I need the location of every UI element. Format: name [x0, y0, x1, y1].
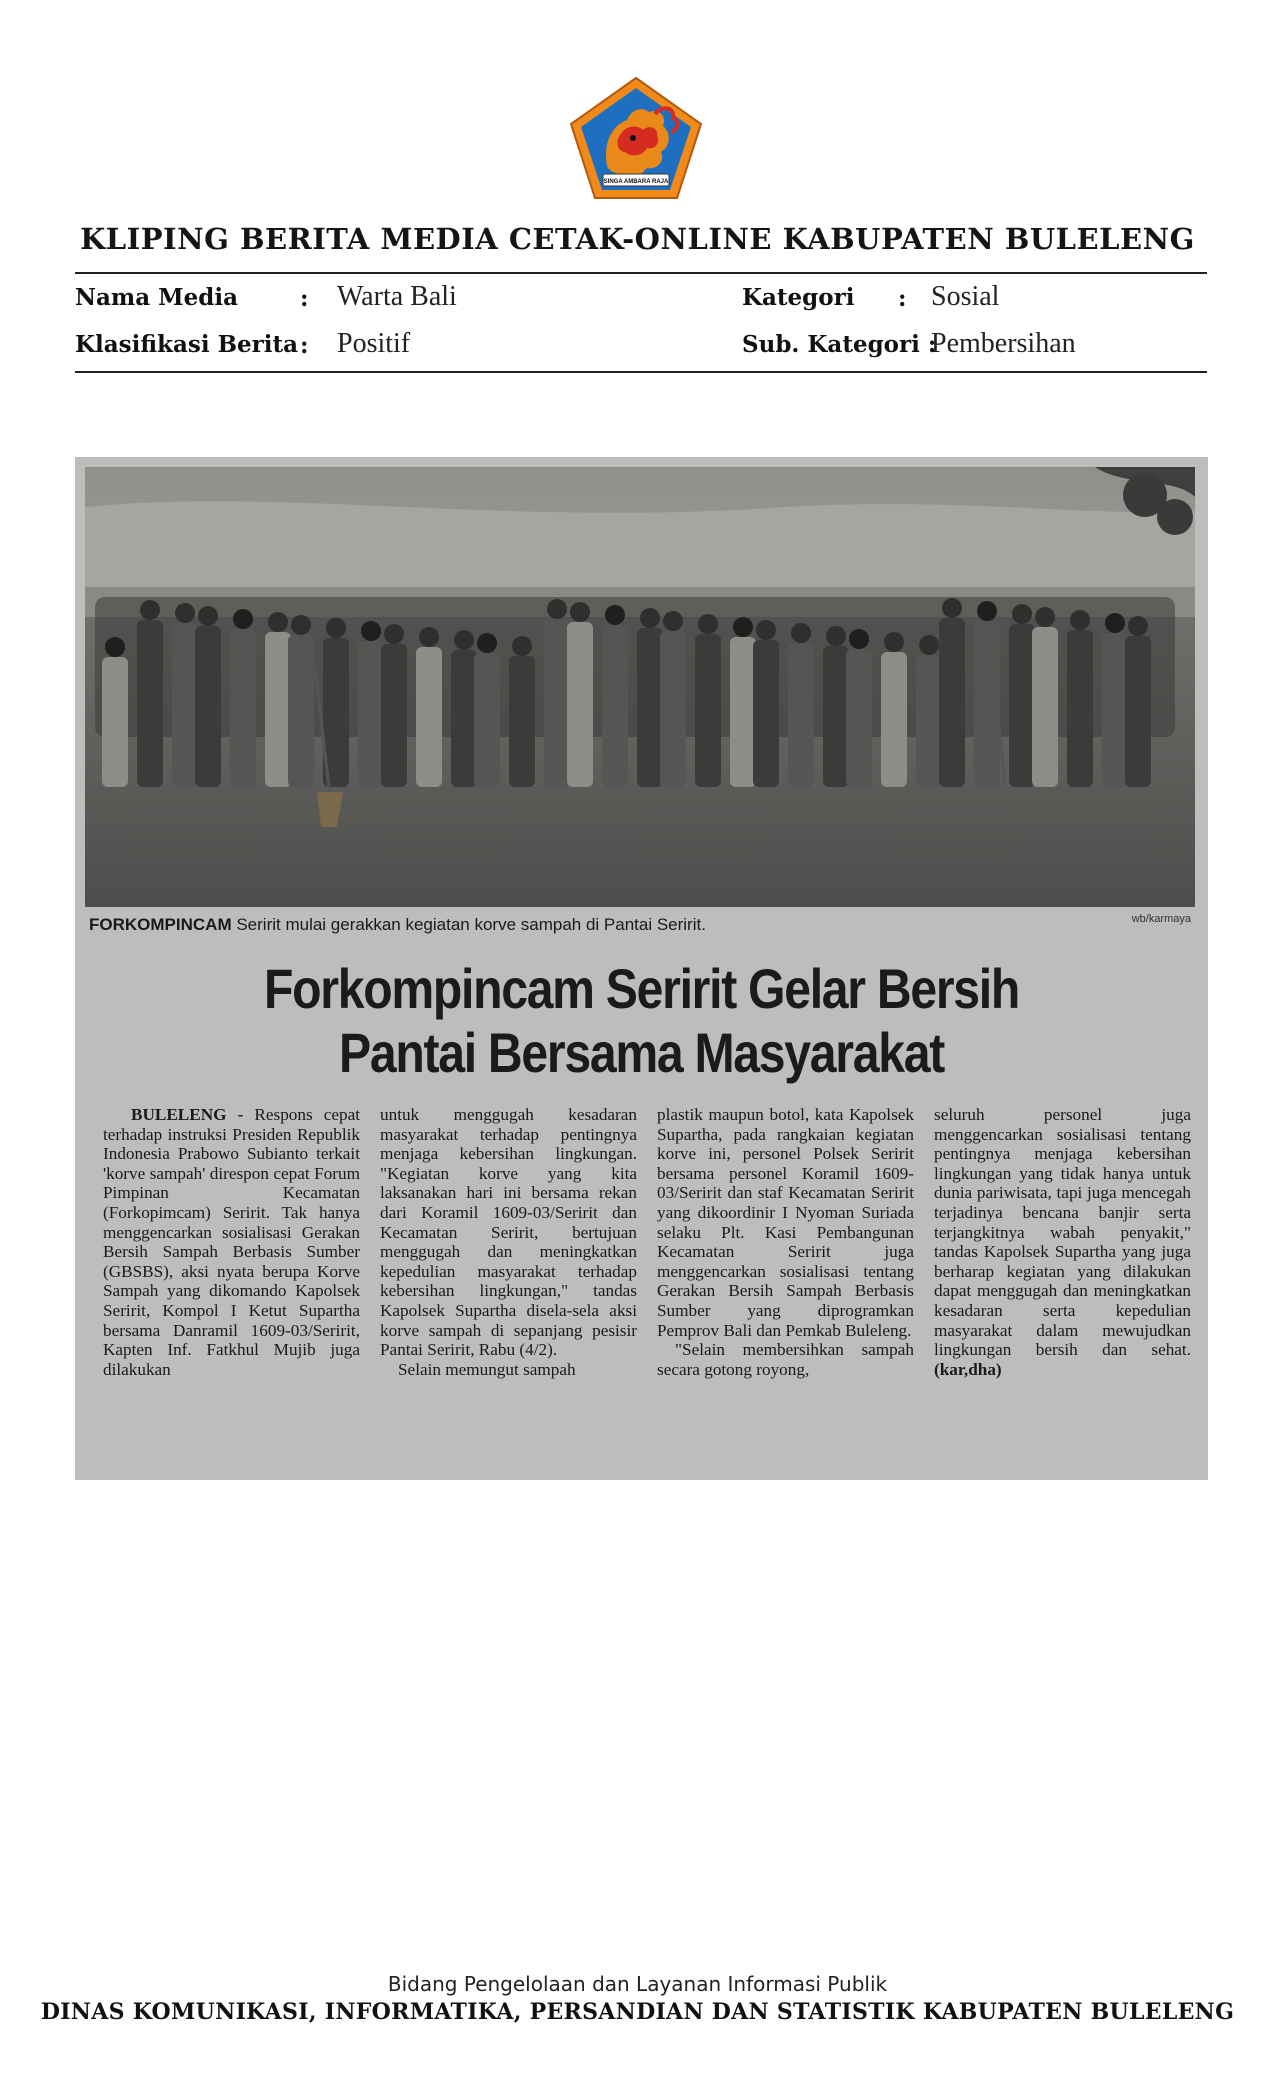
news-photo — [85, 467, 1195, 907]
crowd-person-head — [233, 609, 253, 629]
crowd-person-body — [1032, 627, 1058, 787]
crowd-person-body — [567, 622, 593, 787]
crowd-person-body — [288, 635, 314, 787]
meta-category-label: Kategori — [742, 284, 855, 311]
crowd-person-head — [1128, 616, 1148, 636]
crowd-person-body — [416, 647, 442, 787]
crowd-person-head — [1070, 610, 1090, 630]
crowd-person-head — [454, 630, 474, 650]
crowd-person-head — [140, 600, 160, 620]
crowd-person-body — [265, 632, 291, 787]
crowd-person-head — [477, 633, 497, 653]
crowd-person-head — [791, 623, 811, 643]
column-3-text-b: "Selain membersihkan sampah secara gotong royong, — [657, 1340, 914, 1379]
crowd-person-head — [268, 612, 288, 632]
meta-category-colon: : — [898, 285, 907, 312]
crowd-person-body — [1102, 633, 1128, 787]
crowd-person-head — [977, 601, 997, 621]
crowd-person-body — [939, 618, 965, 787]
crowd-person-body — [230, 629, 256, 787]
crowd-person-body — [474, 653, 500, 787]
crowd-person-head — [198, 606, 218, 626]
crowd-person-body — [509, 656, 535, 787]
column-2-text-a: untuk menggugah kesadaran masyarakat terhadap pentingnya menjaga kebersihan lingkungan. "Kegiatan korve yang kita laksanakan hari ini bersama rekan dari Koramil 1609-03/Seririt dan Kecamatan Seririt, bertujuan menggugah dan meningkatkan kepedulian masyarakat terhadap kebersihan lingkungan," tandas Kapolsek Supartha disela-sela aksi korve sampah di sepanjang pesisir Pantai Seririt, Rabu (4/2). — [380, 1105, 637, 1360]
crowd-person-head — [291, 615, 311, 635]
crowd-person-body — [846, 649, 872, 787]
article-column-1 — [103, 1105, 360, 1470]
meta-media-value: Warta Bali — [337, 281, 457, 312]
crowd-person-body — [381, 644, 407, 787]
crowd-person-head — [919, 635, 939, 655]
crowd-person-body — [637, 628, 663, 787]
crowd-person-body — [358, 641, 384, 787]
crowd-person-head — [547, 599, 567, 619]
column-4-text: seluruh personel juga menggencarkan sosialisasi tentang pentingnya menjaga kebersihan lingkungan yang tidak hanya untuk dunia pariwisata, tapi juga mencegah terjadinya bencana banjir serta terjangkitnya wabah penyakit," tandas Kapolsek Supartha yang juga berharap kegiatan yang dilakukan dapat menggugah dan meningkatkan kesadaran serta kepedulian masyarakat dalam mewujudkan lingkungan bersih dan sehat. — [934, 1105, 1191, 1360]
crowd-person-body — [695, 634, 721, 787]
article-column-3 — [657, 1105, 914, 1470]
crowd-person-body — [1009, 624, 1035, 787]
crowd-person-head — [361, 621, 381, 641]
dateline: BULELENG - — [131, 1105, 244, 1124]
column-2-text-b: Selain memungut sampah — [398, 1359, 576, 1379]
crowd-person-body — [788, 643, 814, 787]
meta-classification-value: Positif — [337, 328, 411, 359]
crowd-person-head — [640, 608, 660, 628]
divider-bottom — [75, 371, 1207, 373]
crowd-person-head — [1012, 604, 1032, 624]
crowd-person-head — [105, 637, 125, 657]
crowd-person-body — [730, 637, 756, 787]
crowd-person-head — [175, 603, 195, 623]
meta-category-value: Sosial — [931, 281, 1000, 312]
crowd-person-head — [419, 627, 439, 647]
article-signoff: (kar,dha) — [934, 1359, 1002, 1379]
regency-emblem-logo — [567, 74, 705, 202]
crowd-person-body — [753, 640, 779, 787]
crowd-person-body — [660, 631, 686, 787]
crowd-person-body — [102, 657, 128, 787]
newspaper-clipping — [75, 457, 1208, 1480]
crowd-person-body — [823, 646, 849, 787]
article-column-2 — [380, 1105, 637, 1470]
headline-line-1: Forkompincam Seririt Gelar Bersih — [263, 957, 1019, 1020]
crowd-person-head — [384, 624, 404, 644]
meta-media-label: Nama Media — [75, 284, 238, 311]
crowd-person-head — [826, 626, 846, 646]
crowd-person-body — [451, 650, 477, 787]
crowd-person-head — [884, 632, 904, 652]
crowd-person-body — [881, 652, 907, 787]
crowd-person-body — [137, 620, 163, 787]
crowd-person-body — [544, 619, 570, 787]
crowd-person-body — [1067, 630, 1093, 787]
crowd-person-head — [849, 629, 869, 649]
logo-text: SINGA AMBARA RAJA — [603, 179, 669, 185]
crowd-person-head — [663, 611, 683, 631]
crowd-person-head — [605, 605, 625, 625]
photo-caption: FORKOMPINCAM Seririt mulai gerakkan kegiatan korve sampah di Pantai Seririt. — [89, 915, 706, 934]
photo-credit: wb/karmaya — [1131, 913, 1191, 925]
crowd-person-body — [172, 623, 198, 787]
crowd-person-head — [1035, 607, 1055, 627]
meta-subcategory-label: Sub. Kategori : — [742, 331, 937, 358]
article-body — [103, 1105, 1193, 1470]
crowd-person-body — [1125, 636, 1151, 787]
crowd-person-head — [698, 614, 718, 634]
divider-top — [75, 272, 1207, 274]
crowd-person-head — [733, 617, 753, 637]
meta-classification-label: Klasifikasi Berita — [75, 331, 299, 358]
headline-line-2: Pantai Bersama Masyarakat — [339, 1021, 944, 1084]
column-3-text-a: plastik maupun botol, kata Kapolsek Supartha, pada rangkaian kegiatan korve ini, personel Polsek Seririt bersama personel Koramil 1609-03/Seririt dan staf Kecamatan Seririt yang dikoordinir I Nyoman Suriada selaku Plt. Kasi Pembangunan Kecamatan Seririt juga menggencarkan sosialisasi tentang Gerakan Bersih Sampah Berbasis Sumber yang diprogramkan Pemprov Bali dan Pemkab Buleleng. — [657, 1105, 914, 1340]
crowd-person-head — [942, 598, 962, 618]
meta-classification-colon: : — [300, 332, 309, 359]
article-headline — [75, 957, 1208, 1085]
caption-row — [85, 915, 1195, 941]
column-1-text: Respons cepat terhadap instruksi Presiden Republik Indonesia Prabowo Subianto terkait 'korve sampah' direspon cepat Forum Pimpinan Kecamatan (Forkopimcam) Seririt. Tak hanya menggencarkan sosialisasi Gerakan Bersih Sampah Berbasis Sumber (GBSBS), aksi nyata berupa Korve Sampah yang dikomando Kapolsek Seririt, Kompol I Ketut Supartha bersama Danramil 1609-03/Seririt, Kapten Inf. Fatkhul Mujib juga dilakukan — [103, 1105, 360, 1379]
crowd-person-head — [512, 636, 532, 656]
crowd-person-head — [570, 602, 590, 622]
crowd-person-body — [602, 625, 628, 787]
footer-division: Bidang Pengelolaan dan Layanan Informasi Publik — [387, 1972, 888, 1996]
meta-media-colon: : — [300, 285, 309, 312]
document-title: KLIPING BERITA MEDIA CETAK-ONLINE KABUPATEN BULELENG — [80, 222, 1195, 256]
crowd-person-head — [756, 620, 776, 640]
article-column-4 — [934, 1105, 1191, 1470]
crowd-person-body — [195, 626, 221, 787]
crowd-person-head — [1105, 613, 1125, 633]
crowd-person-head — [326, 618, 346, 638]
meta-subcategory-value: Pembersihan — [931, 328, 1076, 359]
footer-agency: DINAS KOMUNIKASI, INFORMATIKA, PERSANDIAN DAN STATISTIK KABUPATEN BULELENG — [40, 1999, 1235, 2025]
crowd-person-body — [916, 655, 942, 787]
